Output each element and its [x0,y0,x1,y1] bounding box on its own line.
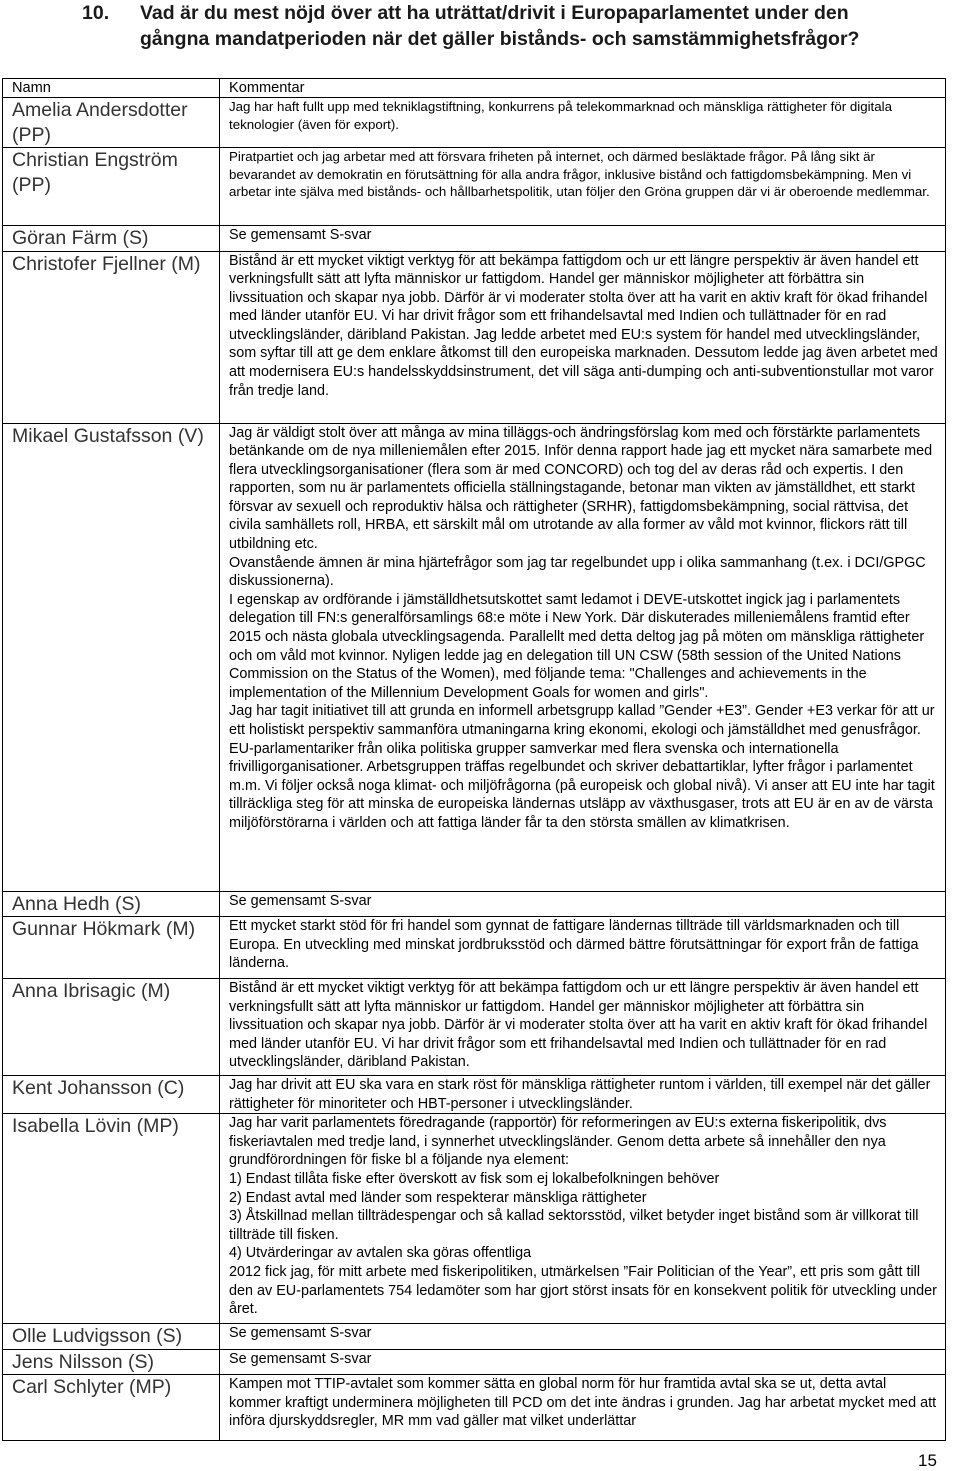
section-heading [82,0,942,52]
table-header-row [3,79,946,98]
comment-paragraph: 3) Åtskillnad mellan tillträdespengar och så kallad sektorsstöd, vilket betyder inget bistånd som är villkorat till tillträde till fisken. [229,1208,919,1243]
page-number: 15 [918,1451,937,1470]
comment-paragraph: Piratpartiet och jag arbetar med att försvara friheten på internet, och därmed besläktade frågor. På lång sikt är bevarandet av demokratin en förutsättning för alla andra frågor, inklusive bistånd och fattigdomsbekämpning. Men vi arbetar inte själva med bistånds- och hållbarhetspolitik, utan följer den Gröna gruppen där vi är oberoende medlemmar. [229,149,930,200]
comment-paragraph: Jag har drivit att EU ska vara en stark röst för mänskliga rättigheter runtom i världen, till exempel när det gäller rättigheter för minoriteter och HBT-personer i utvecklingsländer. [229,1077,931,1112]
table-row [3,1349,946,1375]
member-comment [220,1375,946,1441]
table-row [3,148,946,226]
comment-paragraph: Jag har haft fullt upp med tekniklagstiftning, konkurrens på telekommarknad och mänskliga rättigheter för digitala teknologier (även för export). [229,99,892,132]
comment-paragraph: Ovanstående ämnen är mina hjärtefrågor som jag tar regelbundet upp i olika sammanhang (t.ex. i DCI/GPGC diskussionerna). [229,554,926,590]
member-name: Christian Engström (PP) [3,148,220,226]
header-comment: Kommentar [220,79,946,98]
answers-table [2,78,946,1441]
comment-paragraph: 2) Endast avtal med länder som respekterar mänskliga rättigheter [229,1189,647,1206]
member-comment [220,148,946,226]
member-name: Isabella Lövin (MP) [3,1114,220,1324]
member-comment [220,1349,946,1375]
member-name: Christofer Fjellner (M) [3,251,220,423]
comment-paragraph: Se gemensamt S-svar [229,892,372,909]
question-line-1: Vad är du mest nöjd över att ha uträttat/drivit i Europaparlamentet under den [140,2,849,24]
member-name: Amelia Andersdotter (PP) [3,98,220,148]
question-line-2: gångna mandatperioden när det gäller bistånds- och samstämmighetsfrågor? [140,28,860,50]
member-comment [220,251,946,423]
member-name: Carl Schlyter (MP) [3,1375,220,1441]
member-comment [220,423,946,891]
comment-paragraph: Kampen mot TTIP-avtalet som kommer sätta en global norm för hur framtida avtal ska se ut, detta avtal kommer kraftigt underminera möjligheten till PCD om det inte ändras i grunden. Jag har arbetat mycket med att införa djurskyddsregler, MR mm vad gäller mat vilket underlättar [229,1376,937,1430]
member-name: Olle Ludvigsson (S) [3,1324,220,1350]
table-row [3,1076,946,1114]
table-row [3,1375,946,1441]
comment-paragraph: Bistånd är ett mycket viktigt verktyg för att bekämpa fattigdom och ur ett längre perspektiv är även handel ett verkningsfullt sätt att lyfta människor ur fattigdom. Handel ger människor möjligheter att förbättra sin livssituation och skapar nya jobb. Därför är vi moderater stolta över att ha varit en aktiv kraft för ökad frihandel med länder utanför EU. Vi har drivit frågor som ett frihandelsavtal med Indien och tullättnader för en rad utvecklingsländer, däribland Pakistan. Jag ledde arbetet med EU:s system för handel med utvecklingsländer, som syftar till att ge dem enklare åtkomst till den europeiska marknaden. Dessutom ledde jag även arbetet med att modernisera EU:s handelsskyddsinstrument, det vill säga anti-dumping och anti-subventionstullar mot varor från tredje land. [229,252,938,399]
table-row [3,1324,946,1350]
member-name: Göran Färm (S) [3,226,220,252]
member-comment [220,226,946,252]
member-name: Gunnar Hökmark (M) [3,917,220,979]
comment-paragraph: Jag har tagit initiativet till att grunda en informell arbetsgrupp kallad ”Gender +E3”. Gender +E3 verkar för att ur ett holistiskt perspektiv sammanföra utmaningarna kring ekonomi, ekologi och jämställdhet med genusfrågor. EU-parlamentariker från olika politiska grupper samverkar med flera svenska och internationella frivilligorganisationer. Arbetsgruppen träffas regelbundet och skriver debattartiklar, lyfter frågor i parlamentet m.m. Vi följer också noga klimat- och miljöfrågorna (på europeisk och global nivå). Vi anser att EU inte har tagit tillräckliga steg för att minska de europeiska ländernas utsläpp av växthusgaser, trots att EU är en av de värsta miljöförstörarna i världen och att fattiga länder får ta den största smällen av klimatkrisen. [229,703,935,831]
comment-paragraph: Jag har varit parlamentets föredragande (rapportör) för reformeringen av EU:s externa fiskeripolitik, dvs fiskeriavtalen med tredje land, i synnerhet utvecklingsländer. Genom detta arbete så innehåller den nya grundförordningen för fiske bl a följande nya element: [229,1115,887,1169]
member-name: Anna Hedh (S) [3,891,220,917]
table-row [3,226,946,252]
table-row [3,1114,946,1324]
table-row [3,917,946,979]
member-comment [220,917,946,979]
question-number: 10. [82,2,110,24]
comment-paragraph: 4) Utvärderingar av avtalen ska göras offentliga [229,1245,532,1262]
table-row [3,979,946,1076]
member-comment [220,891,946,917]
table-row [3,98,946,148]
member-comment [220,1324,946,1350]
member-name: Mikael Gustafsson (V) [3,423,220,891]
header-name: Namn [3,79,220,98]
comment-paragraph: Se gemensamt S-svar [229,227,372,243]
comment-paragraph: I egenskap av ordförande i jämställdhetsutskottet samt ledamot i DEVE-utskottet ingick jag i parlamentets delegation till FN:s generalförsamlings 68:e möte i New York. Där diskuterades milleniemålens framtid efter 2015 och nästa globala utvecklingsagenda. Parallellt med detta deltog jag på möten om mänskliga rättigheter och om våld mot kvinnor. Nyligen ledde jag en delegation till UN CSW (58th session of the United Nations Commission on the Status of the Women), med följande tema: "Challenges and achievements in the implementation of the Millennium Development Goals for women and girls". [229,591,925,701]
member-comment [220,1076,946,1114]
member-comment [220,979,946,1076]
comment-paragraph: 1) Endast tillåta fiske efter överskott av fisk som ej lokalbefolkningen behöver [229,1170,720,1187]
comment-paragraph: Ett mycket starkt stöd för fri handel som gynnat de fattigare ländernas tillträde till världsmarknaden och till Europa. En utveckling med minskat jordbruksstöd och därmed bättre förutsättningar för export från de fattiga länderna. [229,918,919,972]
member-name: Anna Ibrisagic (M) [3,979,220,1076]
table-row [3,891,946,917]
comment-paragraph: Se gemensamt S-svar [229,1350,372,1367]
comment-paragraph: Jag är väldigt stolt över att många av mina tilläggs-och ändringsförslag kom med och förstärkte parlamentets betänkande om de nya milleniemålen efter 2015. Inför denna rapport hade jag ett mycket nära samarbete med flera utvecklingsorganisationer (flera som är med CONCORD) och tog del av deras råd och expertis. I den rapporten, som nu är parlamentets officiella ställningstagande, betonar man vikten av jämställdhet, ett starkt försvar av sexuell och reproduktiv hälsa och rättigheter (SRHR), fattigdomsbekämpning, social rättvisa, det civila samhällets roll, HRBA, ett särskilt mål om utrotande av alla former av våld mot kvinnor, flickors rätt till utbildning etc. [229,424,933,553]
member-name: Jens Nilsson (S) [3,1349,220,1375]
comment-paragraph: 2012 fick jag, för mitt arbete med fiskeripolitiken, utmärkelsen ”Fair Politician of the Year”, ett pris som gått till den av EU-parlamentets 754 ledamöter som har gjort störst insats för en konsekvent politik för utveckling under året. [229,1263,937,1318]
comment-paragraph: Bistånd är ett mycket viktigt verktyg för att bekämpa fattigdom och ur ett längre perspektiv är även handel ett verkningsfullt sätt att lyfta människor ur fattigdom. Handel ger människor möjligheter att förbättra sin livssituation och skapar nya jobb. Därför är vi moderater stolta över att ha varit en aktiv kraft för ökad frihandel med länder utanför EU. Vi har drivit frågor som ett frihandelsavtal med Indien och tullättnader för en rad utvecklingsländer, däribland Pakistan. [229,980,928,1071]
comment-paragraph: Se gemensamt S-svar [229,1325,372,1342]
member-name: Kent Johansson (C) [3,1076,220,1114]
member-comment [220,1114,946,1324]
member-comment [220,98,946,148]
table-row [3,423,946,891]
table-row [3,251,946,423]
